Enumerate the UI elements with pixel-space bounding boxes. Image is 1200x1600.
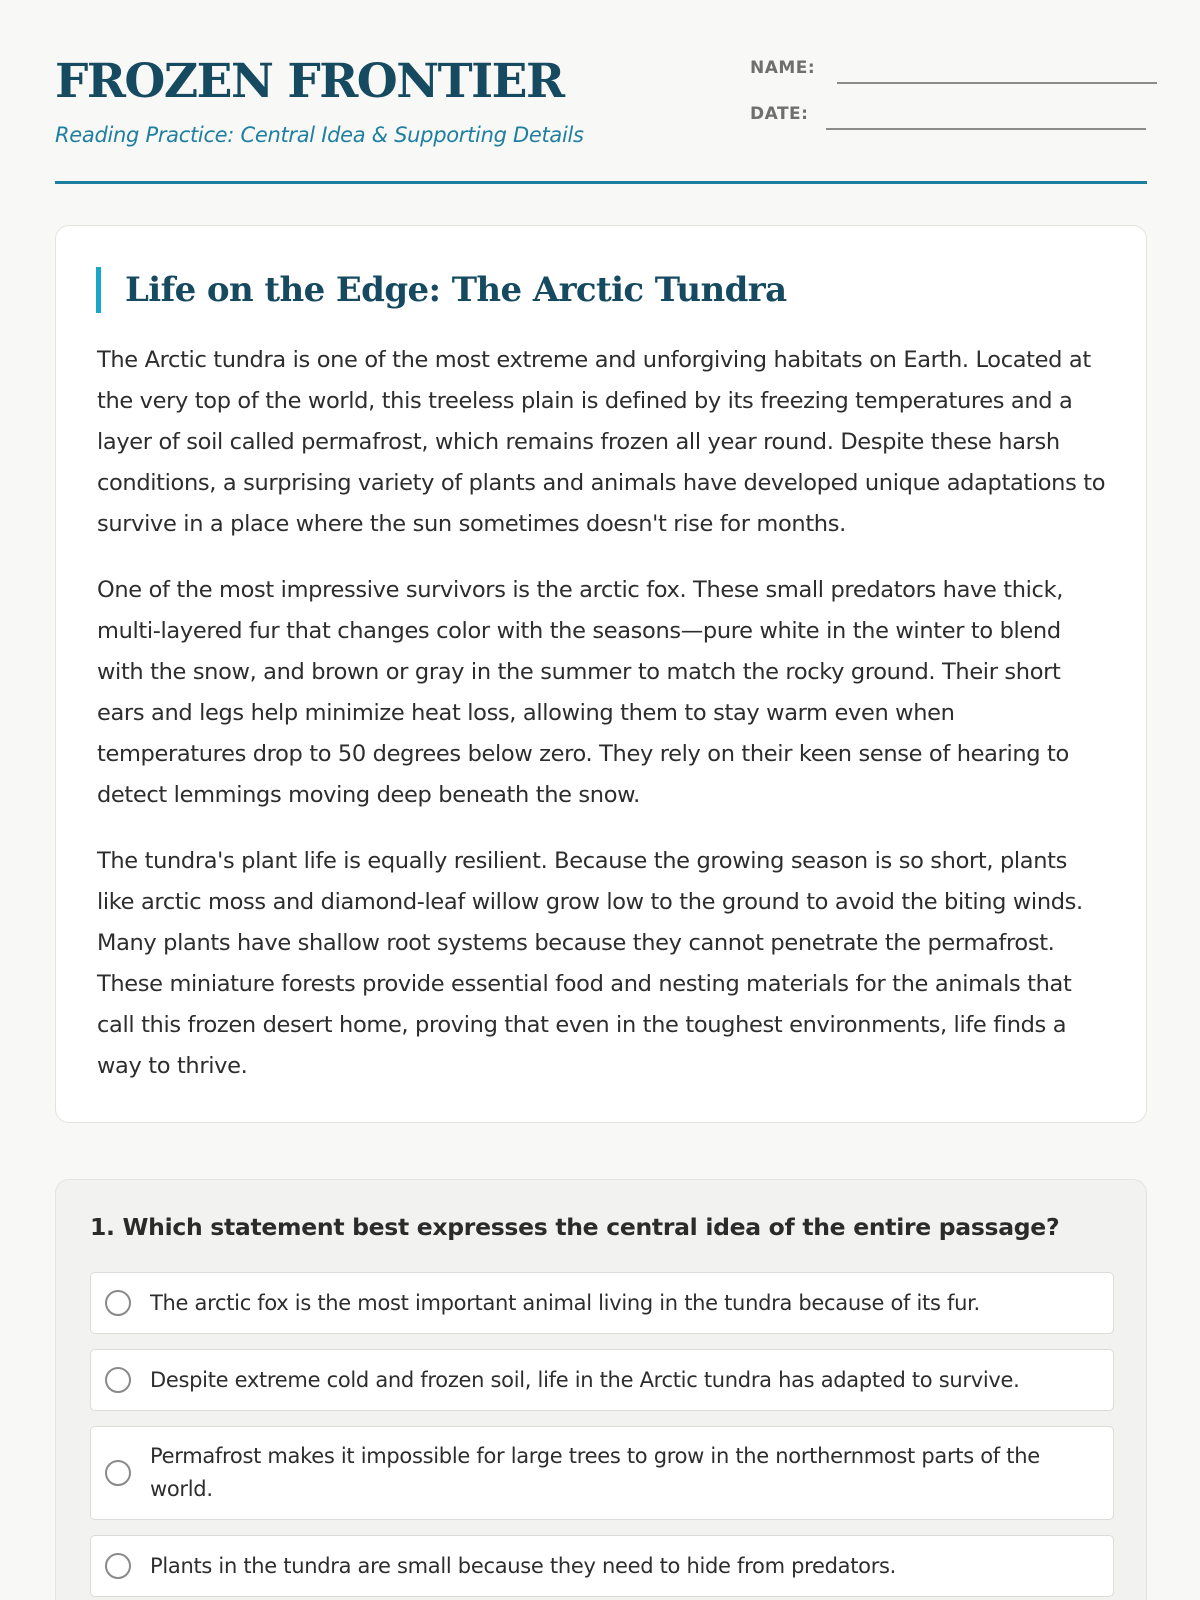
worksheet-title: FROZEN FRONTIER (55, 54, 564, 109)
radio-button-icon[interactable] (105, 1553, 131, 1579)
answer-option-label: Permafrost makes it impossible for large trees to grow in the northernmost parts of the world. (150, 1444, 1040, 1501)
passage-heading: Life on the Edge: The Arctic Tundra (96, 267, 787, 313)
answer-option-label: Plants in the tundra are small because they need to hide from predators. (150, 1553, 897, 1578)
answer-option[interactable] (90, 1349, 1114, 1411)
date-write-line[interactable] (826, 128, 1146, 130)
passage-body (97, 340, 1107, 1112)
answer-option[interactable] (90, 1272, 1114, 1334)
date-label: DATE: (750, 104, 809, 124)
answer-option[interactable] (90, 1426, 1114, 1520)
worksheet-header (55, 0, 1147, 184)
answer-option-label: Despite extreme cold and frozen soil, life in the Arctic tundra has adapted to survive. (150, 1367, 1020, 1392)
passage-paragraph: The tundra's plant life is equally resilient. Because the growing season is so short, plants like arctic moss and diamond-leaf willow grow low to the ground to avoid the biting winds. Many plants have shallow root systems because they cannot penetrate the permafrost. These miniature forests provide essential food and nesting materials for the animals that call this frozen desert home, proving that even in the toughest environments, life finds a way to thrive. (97, 848, 1083, 1079)
question-prompt: 1. Which statement best expresses the central idea of the entire passage? (90, 1213, 1060, 1241)
name-label: NAME: (750, 58, 816, 78)
passage-paragraph: The Arctic tundra is one of the most extreme and unforgiving habitats on Earth. Located at the very top of the world, this treeless plain is defined by its freezing temperatures and a layer of soil called permafrost, which remains frozen all year round. Despite these harsh conditions, a surprising variety of plants and animals have developed unique adaptations to survive in a place where the sun sometimes doesn't rise for months. (97, 347, 1106, 537)
radio-button-icon[interactable] (105, 1367, 131, 1393)
date-field (750, 104, 1146, 124)
question-card (55, 1179, 1147, 1600)
radio-button-icon[interactable] (105, 1290, 131, 1316)
answer-option-label: The arctic fox is the most important animal living in the tundra because of its fur. (150, 1290, 980, 1315)
passage-card (55, 225, 1147, 1123)
answer-option[interactable] (90, 1535, 1114, 1597)
name-write-line[interactable] (837, 82, 1157, 84)
name-field (750, 58, 1157, 78)
passage-paragraph: One of the most impressive survivors is the arctic fox. These small predators have thick, multi-layered fur that changes color with the seasons—pure white in the winter to blend with the snow, and brown or gray in the summer to match the rocky ground. Their short ears and legs help minimize heat loss, allowing them to stay warm even when temperatures drop to 50 degrees below zero. They rely on their keen sense of hearing to detect lemmings moving deep beneath the snow. (97, 577, 1069, 808)
radio-button-icon[interactable] (105, 1460, 131, 1486)
worksheet-subtitle: Reading Practice: Central Idea & Supporting Details (55, 123, 584, 147)
